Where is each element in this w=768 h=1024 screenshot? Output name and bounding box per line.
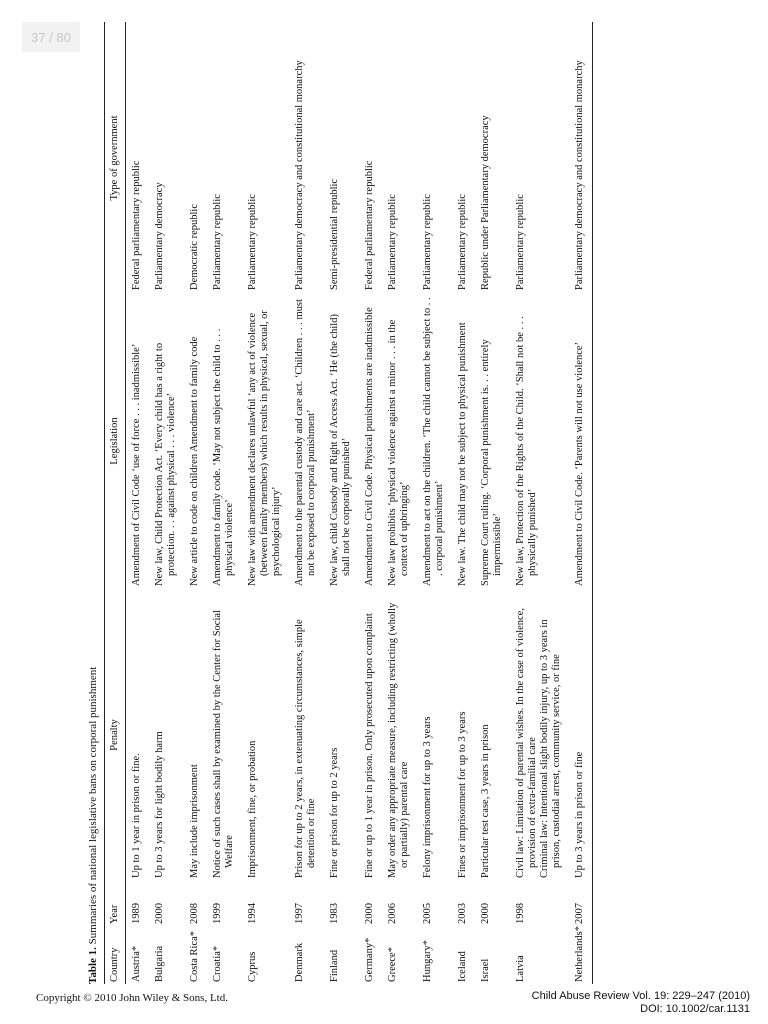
cell-government: [324, 22, 359, 292]
table-row: [475, 22, 510, 984]
cell-government-text: Democratic republic: [189, 204, 200, 290]
cell-penalty: [510, 588, 569, 880]
cell-year: [242, 880, 289, 926]
cell-penalty: [382, 588, 417, 880]
cell-penalty-text: Felony imprisonment for up to 3 years: [422, 716, 433, 878]
cell-country-text: Netherlands*: [574, 926, 585, 982]
cell-government-text: Federal parliamentary republic: [131, 160, 142, 290]
cell-penalty: [149, 588, 184, 880]
cell-country-text: Hungary*: [422, 940, 433, 982]
table-caption-label: Table 1.: [87, 947, 99, 984]
cell-country: [289, 926, 324, 984]
cell-government-text: Parliamentary democracy and constitutional monarchy: [294, 60, 305, 290]
cell-penalty: [569, 588, 593, 880]
cell-government-text: Federal parliamentary republic: [364, 160, 375, 290]
cell-year-text: 2007: [574, 903, 585, 924]
cell-government-text: Parliamentary republic: [387, 194, 398, 290]
cell-country: [242, 926, 289, 984]
rotated-table-canvas: [78, 0, 768, 990]
cell-year: [510, 880, 569, 926]
cell-legislation: [184, 292, 207, 588]
cell-government-text: Parliamentary republic: [212, 194, 223, 290]
cell-legislation: [207, 292, 242, 588]
cell-legislation-text: Amendment to act on the children. ‘The child cannot be subject to . . . corporal punishment’: [422, 297, 445, 586]
cell-penalty-text: May order any appropriate measure, including restricting (wholly or partially) parental care: [387, 602, 410, 878]
cell-government: [289, 22, 324, 292]
cell-country-text: Greece*: [387, 947, 398, 982]
table-body: [126, 22, 593, 984]
copyright-footer: Copyright © 2010 John Wiley & Sons, Ltd.: [36, 992, 228, 1004]
cell-country-text: Denmark: [294, 942, 305, 982]
cell-year-text: 2008: [189, 903, 200, 924]
cell-penalty: [475, 588, 510, 880]
table-caption: [86, 667, 100, 984]
table-row: [184, 22, 207, 984]
cell-government-text: Parliamentary democracy and constitutional monarchy: [574, 60, 585, 290]
table-row: [452, 22, 475, 984]
cell-year: [207, 880, 242, 926]
cell-country: [149, 926, 184, 984]
cell-legislation: [569, 292, 593, 588]
cell-legislation: [510, 292, 569, 588]
cell-country: [452, 926, 475, 984]
rotated-table-region: [78, 0, 768, 990]
table-row: [126, 22, 150, 984]
cell-penalty-text: Fine or prison for up to 2 years: [329, 747, 340, 878]
cell-government-text: Parliamentary republic: [457, 194, 468, 290]
cell-legislation-text: New law, Child Protection Act. ‘Every child has a right to protection. . . against physical . . . violence’: [154, 342, 177, 586]
cell-government: [126, 22, 150, 292]
cell-year: [417, 880, 452, 926]
cell-year-text: 2000: [480, 903, 491, 924]
cell-country-text: Cyprus: [247, 951, 258, 982]
cell-country: [207, 926, 242, 984]
cell-year-text: 1999: [212, 903, 223, 924]
cell-legislation: [324, 292, 359, 588]
cell-penalty-text: Imprisonment, fine, or probation: [247, 740, 258, 878]
cell-government: [149, 22, 184, 292]
cell-legislation-text: Amendment to family code. ‘May not subject the child to . . . physical violence’: [212, 328, 235, 586]
cell-government: [242, 22, 289, 292]
cell-country: [324, 926, 359, 984]
cell-legislation-text: New law, child Custody and Right of Access Act. ‘He (the child) shall not be corporally punished’: [329, 314, 352, 586]
cell-legislation-text: New law with amendment declares unlawful ‘any act of violence (between family members) which results in physical, sexual, or psychological injury’: [247, 310, 282, 586]
cell-government-text: Republic under Parliamentary democracy: [480, 115, 491, 290]
table-caption-text: Summaries of national legislative bans on corporal punishment: [87, 666, 99, 945]
cell-government: [359, 22, 382, 292]
cell-penalty-text: Notice of such cases shall by examined by the Center for Social Welfare: [212, 610, 235, 878]
journal-footer: [532, 990, 750, 1016]
cell-penalty-text: Prison for up to 2 years, in extenuating circumstances, simple detention or fine: [294, 619, 317, 878]
cell-year-text: 2000: [154, 903, 165, 924]
cell-legislation: [417, 292, 452, 588]
table-row: [324, 22, 359, 984]
cell-year-text: 1989: [131, 903, 142, 924]
cell-year: [569, 880, 593, 926]
cell-legislation-text: New law prohibits ‘physical violence against a minor . . . in the context of upbringing’: [387, 319, 410, 586]
cell-legislation-text: Supreme Court ruling. ‘Corporal punishment is. . . entirely impermissible’: [480, 339, 503, 586]
cell-penalty-text: Civil law: Limitation of parental wishes. In the case of violence, provision of extra-familial care: [515, 607, 538, 878]
cell-year: [452, 880, 475, 926]
cell-year-text: 2003: [457, 903, 468, 924]
cell-year-text: 2005: [422, 903, 433, 924]
header-penalty: Penalty: [105, 588, 126, 880]
cell-country-text: Bulgaria: [154, 945, 165, 982]
cell-legislation-text: Amendment to Civil Code. ‘Parents will not use violence’: [574, 341, 585, 586]
table-row: [242, 22, 289, 984]
cell-country: [184, 926, 207, 984]
cell-penalty: [289, 588, 324, 880]
table-row: [289, 22, 324, 984]
cell-penalty-text: Up to 3 years in prison or fine: [574, 751, 585, 878]
cell-year: [289, 880, 324, 926]
doi-text: DOI: 10.1002/car.1131: [640, 1003, 750, 1015]
cell-year: [149, 880, 184, 926]
cell-year-text: 1998: [515, 903, 526, 924]
header-country: Country: [105, 926, 126, 984]
page-number-badge: 37 / 80: [22, 22, 80, 52]
cell-government: [510, 22, 569, 292]
cell-penalty: [184, 588, 207, 880]
cell-penalty-text: Up to 3 years for light bodily harm: [154, 731, 165, 878]
cell-penalty-text: Particular test case, 3 years in prison: [480, 724, 491, 878]
cell-year-text: 2000: [364, 903, 375, 924]
cell-country: [382, 926, 417, 984]
table-row: [207, 22, 242, 984]
cell-penalty-text: Criminal law: Intentional slight bodily injury, up to 3 years in prison, custodial arrest, community service, or fine: [539, 619, 562, 878]
cell-legislation-text: New article to code on children Amendment to family code: [189, 336, 200, 586]
cell-country-text: Costa Rica*: [189, 930, 200, 982]
cell-government-text: Semi-presidential republic: [329, 178, 340, 290]
cell-year-text: 1997: [294, 903, 305, 924]
cell-legislation: [149, 292, 184, 588]
table-row: [359, 22, 382, 984]
table-row: [149, 22, 184, 984]
table-row: [417, 22, 452, 984]
table-row: [382, 22, 417, 984]
cell-legislation: [126, 292, 150, 588]
cell-country-text: Croatia*: [212, 945, 223, 982]
cell-penalty: [417, 588, 452, 880]
cell-government: [382, 22, 417, 292]
cell-legislation-text: Amendment to the parental custody and care act. ‘Children . . . must not be exposed to corporal punishment’: [294, 299, 317, 586]
cell-government-text: Parliamentary republic: [247, 194, 258, 290]
cell-penalty: [452, 588, 475, 880]
journal-citation: Child Abuse Review Vol. 19: 229–247 (2010): [531, 990, 750, 1002]
cell-legislation: [452, 292, 475, 588]
cell-year: [359, 880, 382, 926]
cell-year: [475, 880, 510, 926]
corporal-punishment-bans-table: [104, 22, 593, 984]
cell-penalty: [207, 588, 242, 880]
cell-country: [417, 926, 452, 984]
cell-legislation: [289, 292, 324, 588]
cell-year-text: 2006: [387, 903, 398, 924]
cell-country-text: Finland: [329, 949, 340, 982]
cell-government-text: Parliamentary republic: [422, 194, 433, 290]
cell-country-text: Israel: [480, 958, 491, 982]
cell-year-text: 1983: [329, 903, 340, 924]
table-row: [569, 22, 593, 984]
cell-penalty-text: May include imprisonment: [189, 764, 200, 878]
cell-penalty: [324, 588, 359, 880]
cell-penalty: [242, 588, 289, 880]
cell-penalty-text: Fines or imprisonment for up to 3 years: [457, 711, 468, 878]
cell-government: [207, 22, 242, 292]
cell-legislation: [242, 292, 289, 588]
cell-legislation-text: New law, Protection of the Rights of the Child. ‘Shall not be . . . physically punished’: [515, 316, 538, 586]
cell-penalty-text: Up to 1 year in prison or fine.: [131, 753, 142, 878]
cell-country: [475, 926, 510, 984]
cell-year: [382, 880, 417, 926]
cell-government-text: Parliamentary republic: [515, 194, 526, 290]
cell-year: [324, 880, 359, 926]
cell-legislation-text: Amendment of Civil Code ‘use of force . . . inadmissible’: [131, 343, 142, 586]
cell-country: [569, 926, 593, 984]
cell-government: [569, 22, 593, 292]
cell-legislation-text: Amendment to Civil Code. Physical punishments are inadmissible: [364, 307, 375, 586]
table-header-row: [105, 22, 126, 984]
cell-country-text: Austria*: [131, 945, 142, 982]
cell-country: [359, 926, 382, 984]
header-government: Type of government: [105, 22, 126, 292]
cell-government: [475, 22, 510, 292]
cell-penalty: [359, 588, 382, 880]
cell-year: [184, 880, 207, 926]
cell-legislation: [475, 292, 510, 588]
cell-year-text: 1994: [247, 903, 258, 924]
cell-country-text: Latvia: [515, 955, 526, 982]
cell-year: [126, 880, 150, 926]
cell-legislation: [359, 292, 382, 588]
cell-penalty-text: Fine or up to 1 year in prison. Only prosecuted upon complaint: [364, 613, 375, 878]
header-legislation: Legislation: [105, 292, 126, 588]
cell-country: [126, 926, 150, 984]
cell-country-text: Iceland: [457, 951, 468, 982]
cell-country-text: Germany*: [364, 937, 375, 982]
cell-penalty: [126, 588, 150, 880]
header-year: Year: [105, 880, 126, 926]
table-row: [510, 22, 569, 984]
cell-legislation: [382, 292, 417, 588]
cell-legislation-text: New law. The child may not be subject to physical punishment: [457, 322, 468, 586]
cell-government: [417, 22, 452, 292]
cell-government-text: Parliamentary democracy: [154, 182, 165, 290]
cell-government: [184, 22, 207, 292]
cell-government: [452, 22, 475, 292]
cell-country: [510, 926, 569, 984]
